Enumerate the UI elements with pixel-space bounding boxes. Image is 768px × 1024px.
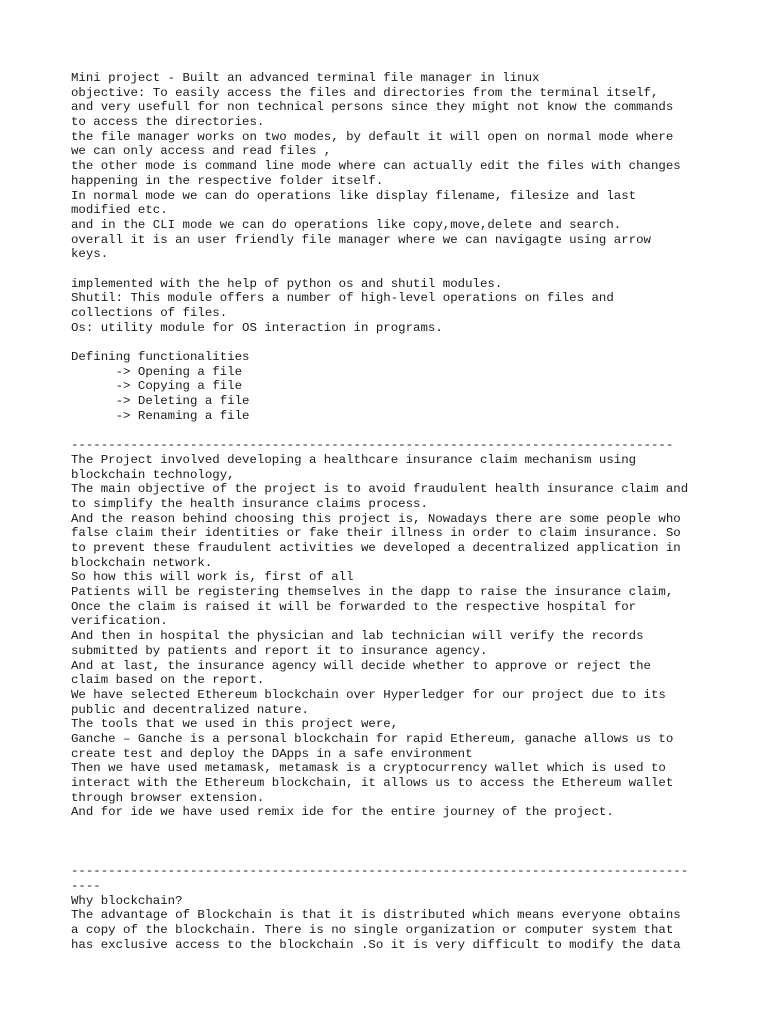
- text-line: we can only access and read files ,: [71, 144, 332, 159]
- text-line: through browser extension.: [71, 790, 265, 805]
- text-line: In normal mode we can do operations like display filename, filesize and last: [71, 188, 637, 203]
- text-line: The tools that we used in this project were,: [71, 717, 399, 732]
- text-line: false claim their identities or fake their illness in order to claim insurance. So: [71, 526, 681, 541]
- text-line: Then we have used metamask, metamask is a cryptocurrency wallet which is used to: [71, 761, 666, 776]
- text-line: And the reason behind choosing this project is, Nowadays there are some people who: [71, 511, 681, 526]
- text-line: collections of files.: [71, 306, 228, 320]
- text-line: implemented with the help of python os and shutil modules.: [71, 276, 503, 291]
- text-line: modified etc.: [71, 203, 168, 218]
- text-line: create test and deploy the DApps in a safe environment: [71, 746, 473, 761]
- text-line: And at last, the insurance agency will decide whether to approve or reject the: [71, 658, 651, 673]
- blank-line: [71, 335, 711, 350]
- text-line: The main objective of the project is to avoid fraudulent health insurance claim and: [71, 482, 689, 497]
- text-line: Why blockchain?: [71, 893, 183, 908]
- text-line: happening in the respective folder itself.: [71, 173, 384, 188]
- text-line: claim based on the report.: [71, 673, 265, 688]
- blank-line: [71, 835, 711, 850]
- blank-line: [71, 424, 711, 439]
- text-line: The Project involved developing a healthcare insurance claim mechanism using: [71, 452, 637, 467]
- blank-line: [71, 262, 711, 277]
- text-line: blockchain technology,: [71, 467, 235, 482]
- text-line: and very usefull for non technical persons since they might not know the commands: [71, 100, 674, 115]
- text-line: objective: To easily access the files and directories from the terminal itself,: [71, 85, 659, 100]
- text-line: to prevent these fraudulent activities we developed a decentralized application in: [71, 541, 681, 555]
- text-line: The advantage of Blockchain is that it is distributed which means everyone obtains: [71, 908, 681, 923]
- blank-line: [71, 849, 711, 864]
- text-line: the other mode is command line mode where can actually edit the files with changes: [71, 159, 681, 174]
- text-line: a copy of the blockchain. There is no single organization or computer system that: [71, 922, 674, 937]
- text-line: Patients will be registering themselves in the dapp to raise the insurance claim,: [71, 585, 674, 600]
- text-line: public and decentralized nature.: [71, 702, 309, 717]
- text-line: Defining functionalities: [71, 350, 250, 365]
- text-line: -> Deleting a file: [71, 394, 250, 409]
- text-line: Shutil: This module offers a number of high-level operations on files and: [71, 291, 614, 306]
- text-line: overall it is an user friendly file manager where we can navigagte using arrow: [71, 232, 651, 247]
- text-line: ---------------------------------------------------------------------------------: [71, 438, 674, 453]
- text-line: has exclusive access to the blockchain .So it is very difficult to modify the data: [71, 937, 681, 952]
- text-line: -> Opening a file: [71, 364, 243, 379]
- text-line: And for ide we have used remix ide for the entire journey of the project.: [71, 805, 614, 820]
- text-line: Mini project - Built an advanced terminal file manager in linux: [71, 71, 540, 85]
- text-line: keys.: [71, 247, 109, 262]
- text-line: Ganche – Ganche is a personal blockchain for rapid Ethereum, ganache allows us to: [71, 731, 674, 746]
- text-line: -----------------------------------------------------------------------------------: [71, 864, 689, 879]
- text-line: interact with the Ethereum blockchain, it allows us to access the Ethereum wallet: [71, 776, 674, 790]
- text-line: and in the CLI mode we can do operations like copy,move,delete and search.: [71, 217, 622, 232]
- text-line: to simplify the health insurance claims process.: [71, 496, 428, 511]
- text-line: So how this will work is, first of all: [71, 570, 354, 585]
- text-line: the file manager works on two modes, by default it will open on normal mode where: [71, 129, 674, 144]
- text-line: ----: [71, 878, 101, 893]
- text-line: And then in hospital the physician and lab technician will verify the records: [71, 629, 644, 644]
- text-line: -> Copying a file: [71, 379, 243, 394]
- text-line: verification.: [71, 614, 168, 629]
- text-line: We have selected Ethereum blockchain over Hyperledger for our project due to its: [71, 687, 666, 702]
- text-line: to access the directories.: [71, 115, 265, 130]
- document-page: [71, 71, 711, 952]
- text-line: Os: utility module for OS interaction in programs.: [71, 320, 443, 335]
- blank-line: [71, 820, 711, 835]
- text-line: Once the claim is raised it will be forwarded to the respective hospital for: [71, 599, 637, 614]
- text-line: -> Renaming a file: [71, 408, 250, 423]
- text-line: blockchain network.: [71, 555, 213, 570]
- text-line: submitted by patients and report it to insurance agency.: [71, 643, 488, 658]
